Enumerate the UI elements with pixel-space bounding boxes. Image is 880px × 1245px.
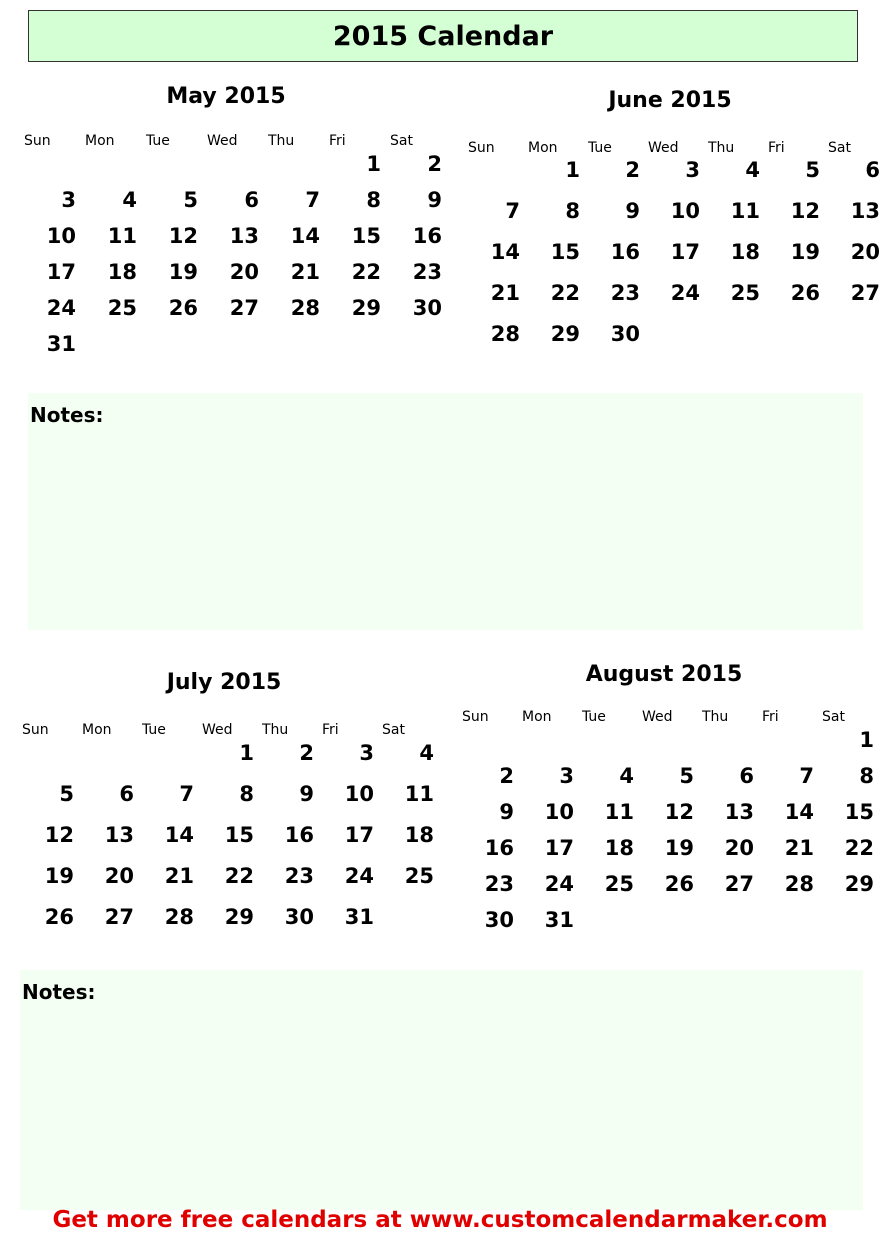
weekday-label: Wed bbox=[648, 140, 679, 156]
day-cell: 17 bbox=[46, 260, 76, 284]
day-cell: 9 bbox=[299, 782, 314, 806]
weekday-label: Fri bbox=[768, 140, 785, 156]
day-cell: 20 bbox=[850, 240, 880, 264]
day-cell: 4 bbox=[419, 741, 434, 765]
day-cell: 23 bbox=[412, 260, 442, 284]
weekday-label: Mon bbox=[82, 722, 112, 738]
notes-label: Notes: bbox=[30, 403, 104, 427]
month-title: June 2015 bbox=[608, 88, 732, 113]
day-cell: 29 bbox=[224, 905, 254, 929]
day-cell: 18 bbox=[107, 260, 137, 284]
weekday-label: Sat bbox=[828, 140, 851, 156]
day-cell: 27 bbox=[724, 872, 754, 896]
day-cell: 23 bbox=[284, 864, 314, 888]
day-cell: 24 bbox=[544, 872, 574, 896]
weekday-label: Wed bbox=[202, 722, 233, 738]
weekday-header bbox=[14, 722, 434, 738]
page-title: 2015 Calendar bbox=[332, 20, 554, 52]
day-cell: 17 bbox=[670, 240, 700, 264]
weekday-label: Fri bbox=[322, 722, 339, 738]
day-cell: 24 bbox=[670, 281, 700, 305]
weekday-label: Sat bbox=[390, 133, 413, 149]
weekday-label: Tue bbox=[142, 722, 166, 738]
weekday-label: Thu bbox=[702, 709, 729, 725]
day-cell: 10 bbox=[544, 800, 574, 824]
day-cell: 30 bbox=[412, 296, 442, 320]
day-cell: 29 bbox=[550, 322, 580, 346]
day-cell: 21 bbox=[784, 836, 814, 860]
day-cell: 21 bbox=[290, 260, 320, 284]
day-cell: 1 bbox=[859, 728, 874, 752]
calendar-title-box bbox=[28, 10, 858, 62]
day-cell: 31 bbox=[344, 905, 374, 929]
day-cell: 19 bbox=[168, 260, 198, 284]
day-cell: 14 bbox=[290, 224, 320, 248]
day-cell: 30 bbox=[484, 908, 514, 932]
day-cell: 11 bbox=[107, 224, 137, 248]
day-cell: 26 bbox=[790, 281, 820, 305]
day-cell: 13 bbox=[104, 823, 134, 847]
day-cell: 14 bbox=[784, 800, 814, 824]
day-cell: 26 bbox=[664, 872, 694, 896]
day-cell: 9 bbox=[427, 188, 442, 212]
month-title: August 2015 bbox=[585, 662, 743, 687]
day-cell: 3 bbox=[685, 158, 700, 182]
weekday-label: Fri bbox=[329, 133, 346, 149]
weekday-label: Tue bbox=[588, 140, 612, 156]
weekday-label: Sat bbox=[382, 722, 405, 738]
day-cell: 3 bbox=[359, 741, 374, 765]
day-cell: 28 bbox=[164, 905, 194, 929]
day-cell: 11 bbox=[404, 782, 434, 806]
day-cell: 25 bbox=[730, 281, 760, 305]
day-cell: 16 bbox=[610, 240, 640, 264]
day-cell: 25 bbox=[404, 864, 434, 888]
day-cell: 15 bbox=[550, 240, 580, 264]
day-cell: 17 bbox=[544, 836, 574, 860]
day-cell: 12 bbox=[790, 199, 820, 223]
day-cell: 31 bbox=[46, 332, 76, 356]
day-cell: 16 bbox=[412, 224, 442, 248]
weekday-label: Sun bbox=[24, 133, 51, 149]
day-cell: 11 bbox=[604, 800, 634, 824]
day-cell: 18 bbox=[404, 823, 434, 847]
day-cell: 2 bbox=[299, 741, 314, 765]
day-cell: 22 bbox=[224, 864, 254, 888]
footer-link[interactable]: Get more free calendars at www.customcalendarmaker.com bbox=[52, 1207, 828, 1233]
day-cell: 15 bbox=[844, 800, 874, 824]
weekday-label: Sun bbox=[462, 709, 489, 725]
weekday-label: Thu bbox=[268, 133, 295, 149]
day-cell: 20 bbox=[724, 836, 754, 860]
weekday-label: Thu bbox=[262, 722, 289, 738]
day-cell: 7 bbox=[305, 188, 320, 212]
weekday-label: Fri bbox=[762, 709, 779, 725]
month-title: July 2015 bbox=[166, 670, 282, 695]
day-cell: 23 bbox=[610, 281, 640, 305]
day-cell: 11 bbox=[730, 199, 760, 223]
weekday-label: Mon bbox=[85, 133, 115, 149]
day-cell: 26 bbox=[168, 296, 198, 320]
day-cell: 24 bbox=[344, 864, 374, 888]
day-cell: 19 bbox=[44, 864, 74, 888]
day-cell: 29 bbox=[351, 296, 381, 320]
day-cell: 7 bbox=[799, 764, 814, 788]
day-cell: 2 bbox=[499, 764, 514, 788]
day-cell: 4 bbox=[745, 158, 760, 182]
day-cell: 4 bbox=[122, 188, 137, 212]
day-cell: 27 bbox=[850, 281, 880, 305]
day-cell: 12 bbox=[168, 224, 198, 248]
day-cell: 29 bbox=[844, 872, 874, 896]
day-cell: 26 bbox=[44, 905, 74, 929]
day-cell: 10 bbox=[344, 782, 374, 806]
day-cell: 8 bbox=[565, 199, 580, 223]
day-cell: 20 bbox=[229, 260, 259, 284]
day-cell: 5 bbox=[679, 764, 694, 788]
day-cell: 18 bbox=[730, 240, 760, 264]
day-cell: 6 bbox=[739, 764, 754, 788]
day-cell: 10 bbox=[670, 199, 700, 223]
day-cell: 7 bbox=[179, 782, 194, 806]
day-cell: 30 bbox=[610, 322, 640, 346]
weekday-label: Mon bbox=[522, 709, 552, 725]
day-cell: 28 bbox=[784, 872, 814, 896]
weekday-label: Sun bbox=[468, 140, 495, 156]
day-cell: 9 bbox=[625, 199, 640, 223]
day-cell: 12 bbox=[664, 800, 694, 824]
weekday-label: Wed bbox=[207, 133, 238, 149]
weekday-label: Mon bbox=[528, 140, 558, 156]
day-cell: 22 bbox=[351, 260, 381, 284]
day-cell: 5 bbox=[183, 188, 198, 212]
day-cell: 30 bbox=[284, 905, 314, 929]
day-cell: 25 bbox=[107, 296, 137, 320]
day-cell: 28 bbox=[490, 322, 520, 346]
day-cell: 28 bbox=[290, 296, 320, 320]
day-cell: 8 bbox=[859, 764, 874, 788]
day-cell: 3 bbox=[559, 764, 574, 788]
day-cell: 1 bbox=[239, 741, 254, 765]
weekday-label: Thu bbox=[708, 140, 735, 156]
weekday-header bbox=[460, 140, 880, 156]
day-cell: 15 bbox=[351, 224, 381, 248]
day-cell: 14 bbox=[164, 823, 194, 847]
day-cell: 27 bbox=[104, 905, 134, 929]
day-cell: 27 bbox=[229, 296, 259, 320]
day-cell: 6 bbox=[865, 158, 880, 182]
weekday-header bbox=[454, 709, 874, 725]
weekday-label: Tue bbox=[146, 133, 170, 149]
day-cell: 6 bbox=[244, 188, 259, 212]
day-cell: 13 bbox=[229, 224, 259, 248]
weekday-label: Tue bbox=[582, 709, 606, 725]
weekday-label: Sun bbox=[22, 722, 49, 738]
day-cell: 25 bbox=[604, 872, 634, 896]
day-cell: 4 bbox=[619, 764, 634, 788]
day-cell: 1 bbox=[565, 158, 580, 182]
notes-area-1[interactable] bbox=[28, 393, 863, 630]
day-cell: 13 bbox=[724, 800, 754, 824]
day-cell: 21 bbox=[164, 864, 194, 888]
day-cell: 16 bbox=[284, 823, 314, 847]
day-cell: 18 bbox=[604, 836, 634, 860]
day-cell: 19 bbox=[790, 240, 820, 264]
day-cell: 31 bbox=[544, 908, 574, 932]
notes-label: Notes: bbox=[22, 980, 96, 1004]
notes-area-2[interactable] bbox=[20, 970, 863, 1210]
day-cell: 14 bbox=[490, 240, 520, 264]
day-cell: 13 bbox=[850, 199, 880, 223]
day-cell: 16 bbox=[484, 836, 514, 860]
day-cell: 22 bbox=[550, 281, 580, 305]
weekday-label: Wed bbox=[642, 709, 673, 725]
day-cell: 2 bbox=[625, 158, 640, 182]
day-cell: 7 bbox=[505, 199, 520, 223]
day-cell: 23 bbox=[484, 872, 514, 896]
day-cell: 2 bbox=[427, 152, 442, 176]
weekday-header bbox=[16, 133, 436, 149]
day-cell: 12 bbox=[44, 823, 74, 847]
day-cell: 8 bbox=[239, 782, 254, 806]
day-cell: 1 bbox=[366, 152, 381, 176]
day-cell: 5 bbox=[805, 158, 820, 182]
day-cell: 5 bbox=[59, 782, 74, 806]
day-cell: 6 bbox=[119, 782, 134, 806]
month-title: May 2015 bbox=[166, 84, 286, 109]
day-cell: 9 bbox=[499, 800, 514, 824]
day-cell: 21 bbox=[490, 281, 520, 305]
day-cell: 22 bbox=[844, 836, 874, 860]
day-cell: 8 bbox=[366, 188, 381, 212]
day-cell: 20 bbox=[104, 864, 134, 888]
day-cell: 17 bbox=[344, 823, 374, 847]
day-cell: 24 bbox=[46, 296, 76, 320]
weekday-label: Sat bbox=[822, 709, 845, 725]
day-cell: 15 bbox=[224, 823, 254, 847]
day-cell: 3 bbox=[61, 188, 76, 212]
day-cell: 10 bbox=[46, 224, 76, 248]
day-cell: 19 bbox=[664, 836, 694, 860]
